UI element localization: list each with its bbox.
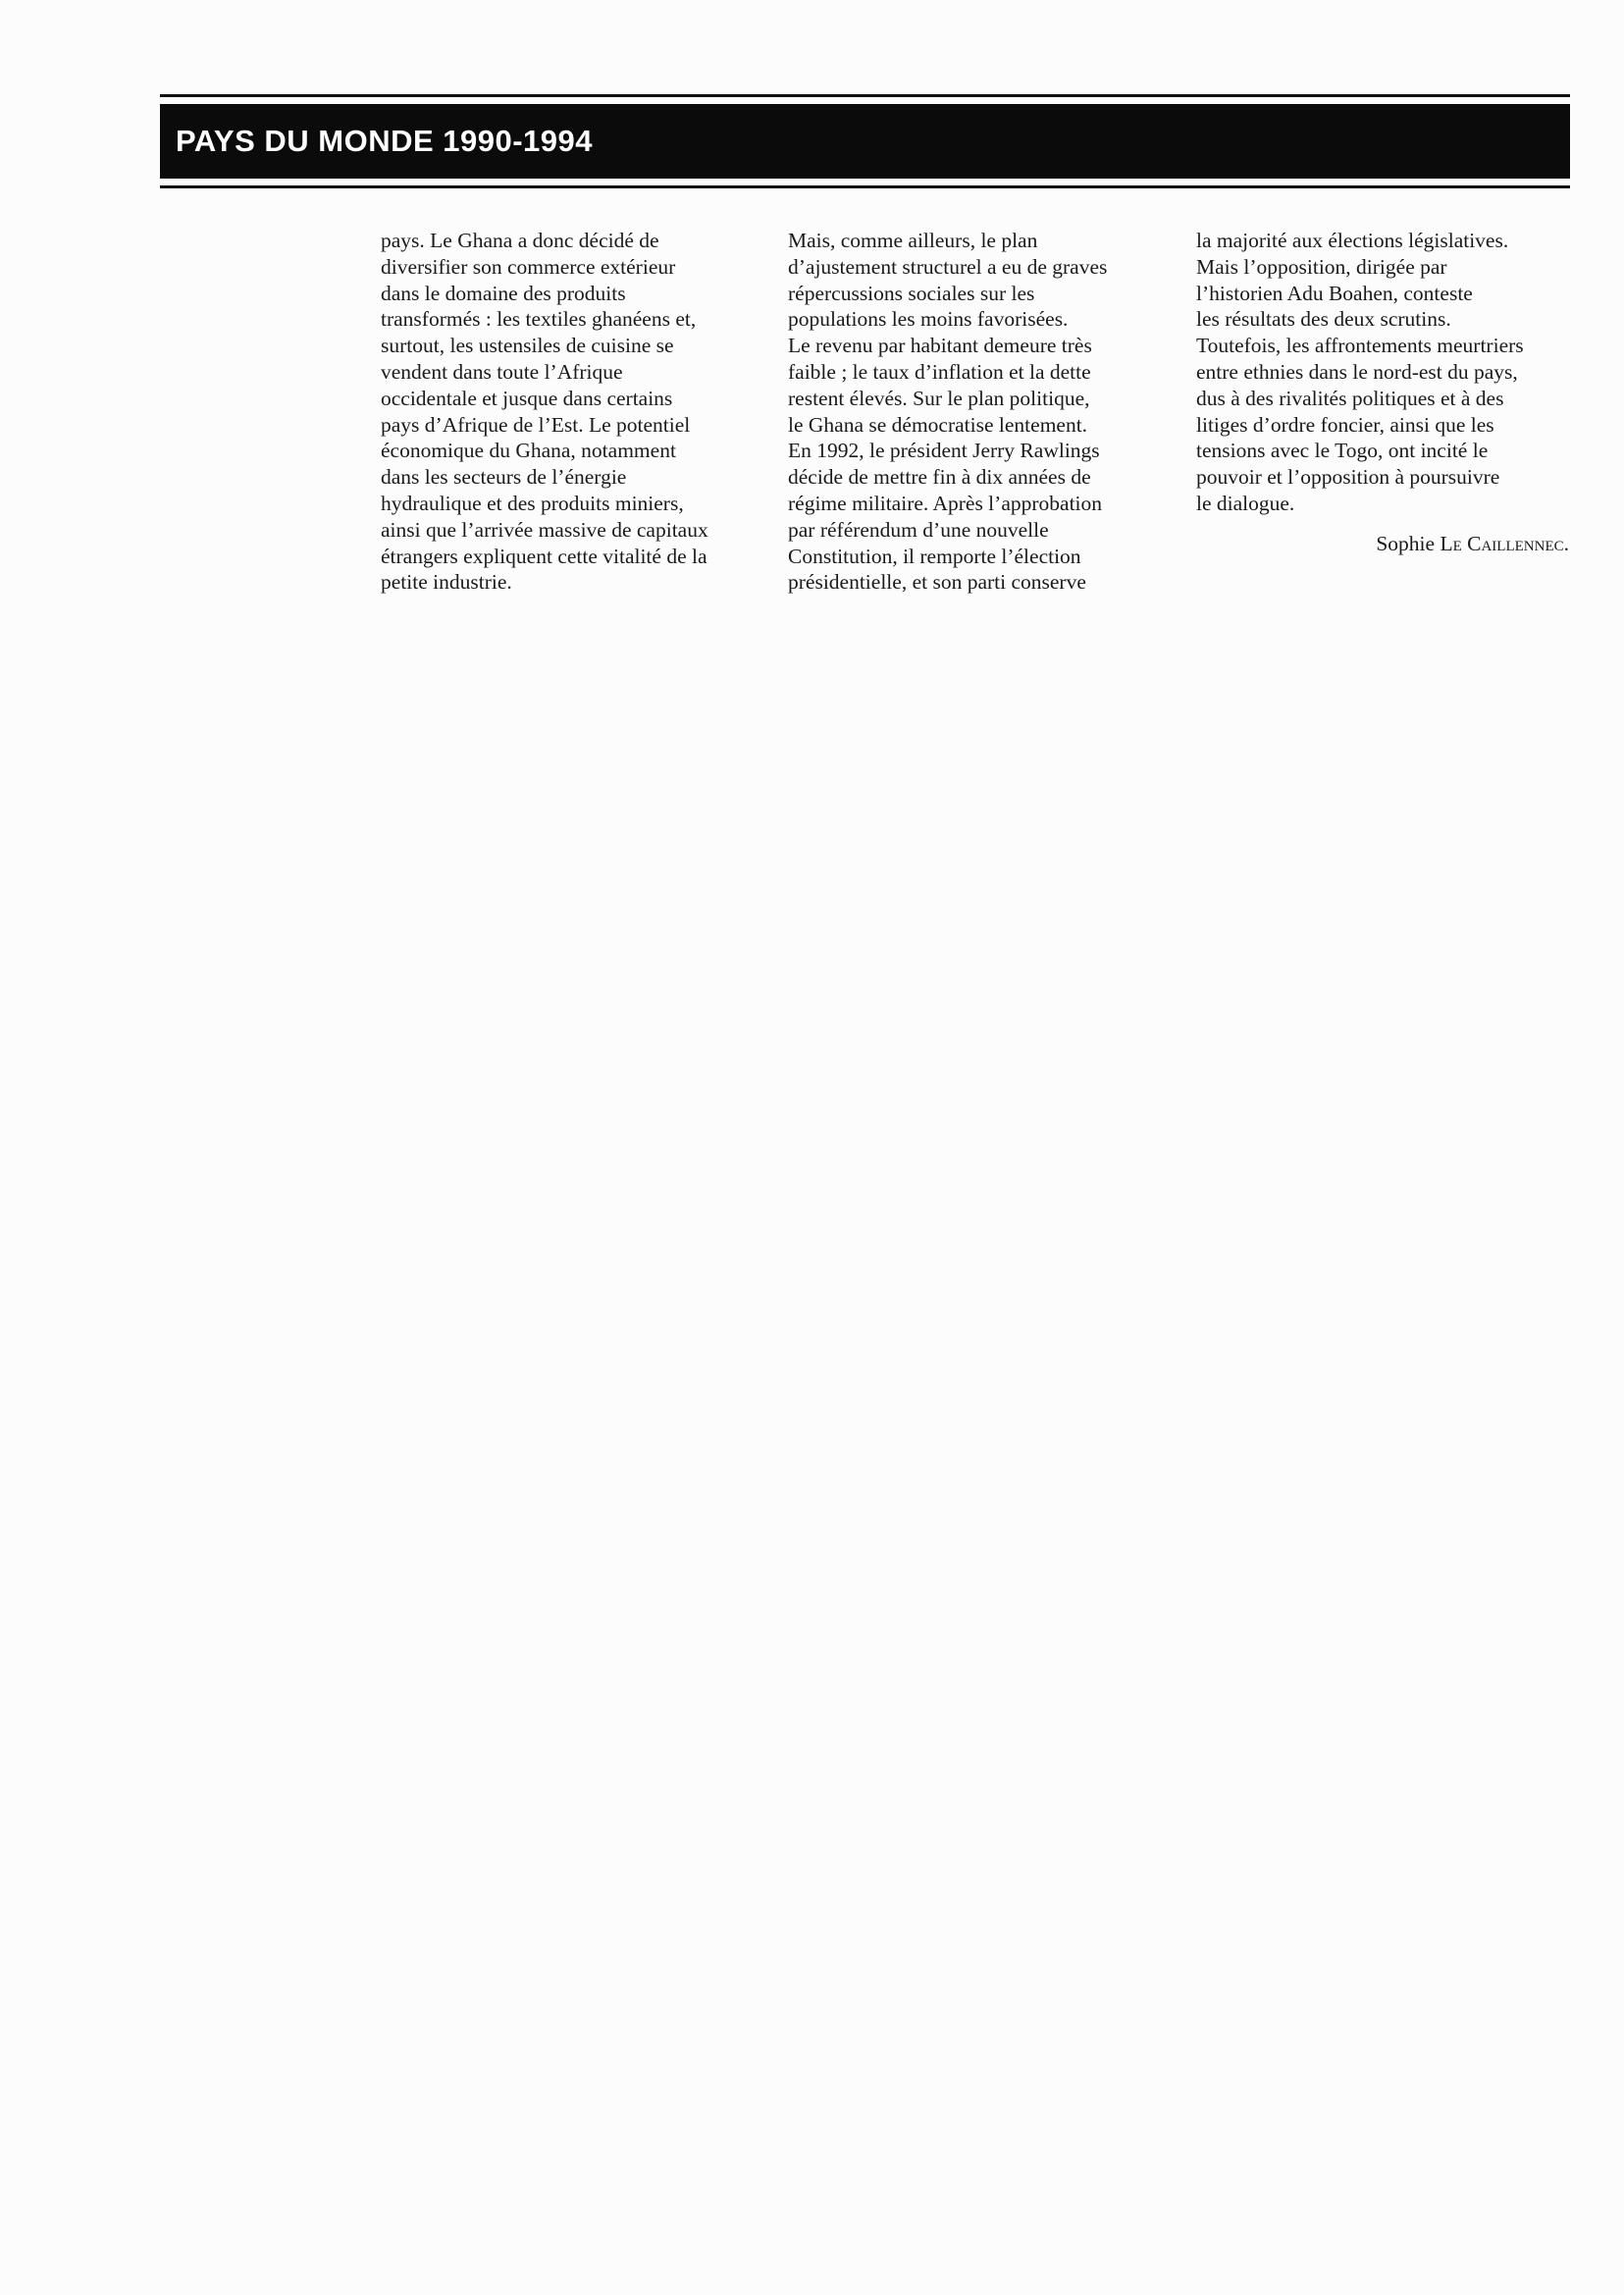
running-header: [160, 104, 1570, 179]
text-line: populations les moins favorisées.: [788, 307, 1069, 332]
text-line: pays. Le Ghana a donc décidé de: [381, 229, 659, 252]
text-line: Mais l’opposition, dirigée par: [1196, 254, 1447, 279]
text-line: occidentale et jusque dans certains: [381, 386, 673, 410]
text-line: tensions avec le Togo, ont incité le: [1196, 439, 1489, 463]
text-line: diversifier son commerce extérieur: [381, 254, 676, 279]
text-line: par référendum d’une nouvelle: [788, 517, 1049, 542]
running-header-title: PAYS DU MONDE 1990-1994: [176, 124, 594, 158]
text-line: Le revenu par habitant demeure très: [788, 334, 1092, 358]
text-line: pays d’Afrique de l’Est. Le potentiel: [381, 412, 691, 437]
text-line: le dialogue.: [1196, 491, 1295, 515]
text-line: régime militaire. Après l’approbation: [788, 491, 1103, 515]
text-line: ainsi que l’arrivée massive de capitaux: [381, 517, 708, 542]
text-line: dans le domaine des produits: [381, 281, 626, 305]
text-line: Toutefois, les affrontements meurtriers: [1196, 334, 1524, 358]
text-line: économique du Ghana, notamment: [381, 439, 676, 463]
text-column-1: [381, 228, 763, 596]
text-line: Constitution, il remporte l’élection: [788, 544, 1081, 568]
text-line: décide de mettre fin à dix années de: [788, 465, 1091, 490]
text-line: litiges d’ordre foncier, ainsi que les: [1196, 412, 1494, 437]
text-line: d’ajustement structurel a eu de graves: [788, 254, 1108, 279]
header-top-rule: [160, 94, 1570, 97]
text-line: le Ghana se démocratise lentement.: [788, 412, 1088, 437]
text-line: En 1992, le président Jerry Rawlings: [788, 439, 1100, 463]
text-line: dus à des rivalités politiques et à des: [1196, 386, 1504, 410]
text-column-3: [1196, 228, 1579, 557]
header-bottom-rule: [160, 185, 1570, 188]
text-line: pouvoir et l’opposition à poursuivre: [1196, 465, 1500, 490]
text-line: les résultats des deux scrutins.: [1196, 307, 1451, 332]
text-line: hydraulique et des produits miniers,: [381, 491, 684, 515]
text-line: étrangers expliquent cette vitalité de la: [381, 544, 707, 568]
text-line: surtout, les ustensiles de cuisine se: [381, 334, 674, 358]
text-line: faible ; le taux d’inflation et la dette: [788, 359, 1091, 384]
text-column-2: [788, 228, 1171, 596]
author-first-name: Sophie: [1376, 531, 1436, 555]
text-line: petite industrie.: [381, 570, 512, 595]
text-line: présidentielle, et son parti conserve: [788, 570, 1086, 595]
text-line: vendent dans toute l’Afrique: [381, 359, 623, 384]
text-line: l’historien Adu Boahen, conteste: [1196, 281, 1473, 305]
text-line: entre ethnies dans le nord-est du pays,: [1196, 359, 1518, 384]
text-line: répercussions sociales sur les: [788, 281, 1035, 305]
text-line: transformés : les textiles ghanéens et,: [381, 307, 697, 332]
text-line: la majorité aux élections législatives.: [1196, 229, 1509, 252]
text-line: Mais, comme ailleurs, le plan: [788, 229, 1038, 252]
author-last-name: Le Caillennec.: [1440, 531, 1569, 555]
text-line: restent élevés. Sur le plan politique,: [788, 386, 1090, 410]
author-signature: [1196, 531, 1569, 557]
text-line: dans les secteurs de l’énergie: [381, 465, 627, 490]
